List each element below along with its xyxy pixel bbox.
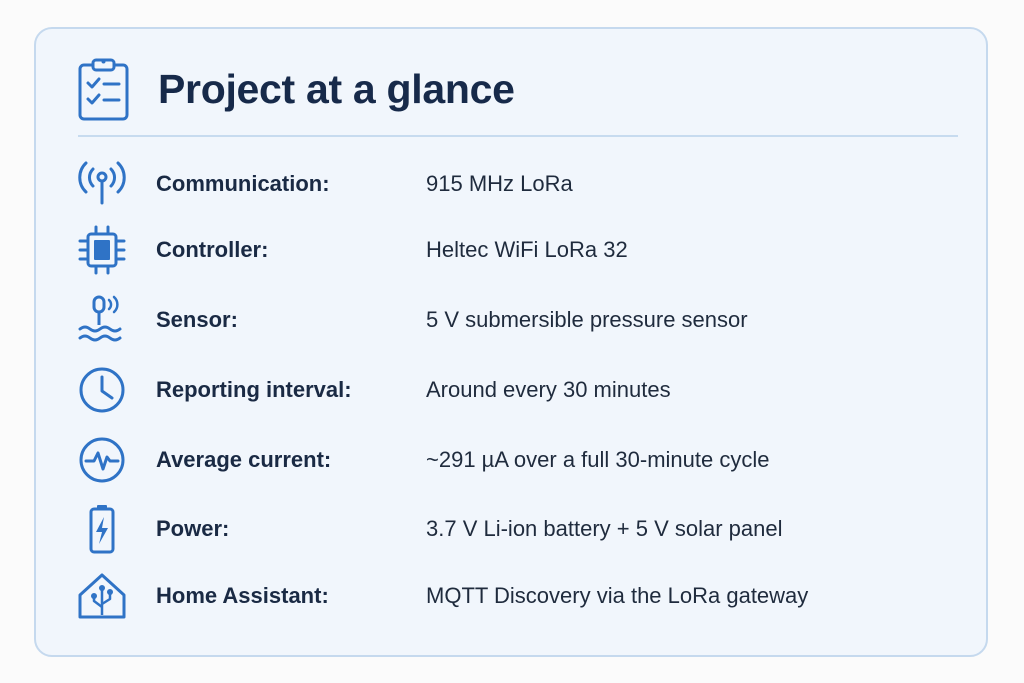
row-label: Average current: [156,447,332,472]
info-row-average-current [74,435,954,485]
info-row-sensor [74,295,954,345]
water-sensor-icon [74,295,130,345]
row-value: Around every 30 minutes [426,377,671,402]
row-value: MQTT Discovery via the LoRa gateway [426,583,809,608]
row-label: Controller: [156,237,269,262]
info-row-home-assistant [74,571,954,621]
clipboard-checklist-icon [76,56,132,122]
row-label: Sensor: [156,307,238,332]
info-row-communication [74,159,954,209]
battery-icon [74,504,130,554]
smart-home-icon [74,571,130,621]
row-value: 5 V submersible pressure sensor [426,307,748,332]
project-summary-card [34,27,988,657]
header-divider [78,135,958,137]
card-header [76,53,956,125]
info-row-power [74,504,954,554]
row-value: Heltec WiFi LoRa 32 [426,237,628,262]
pulse-icon [74,435,130,485]
chip-icon [74,225,130,275]
row-label: Home Assistant: [156,583,329,608]
antenna-icon [74,159,130,209]
row-label: Communication: [156,171,330,196]
row-label: Power: [156,516,230,541]
clock-icon [74,365,130,415]
info-row-reporting-interval [74,365,954,415]
page-title: Project at a glance [158,65,515,112]
row-value: ~291 µA over a full 30-minute cycle [426,447,770,472]
row-label: Reporting interval: [156,377,352,402]
row-value: 3.7 V Li-ion battery + 5 V solar panel [426,516,783,541]
info-row-controller [74,225,954,275]
row-value: 915 MHz LoRa [426,171,573,196]
